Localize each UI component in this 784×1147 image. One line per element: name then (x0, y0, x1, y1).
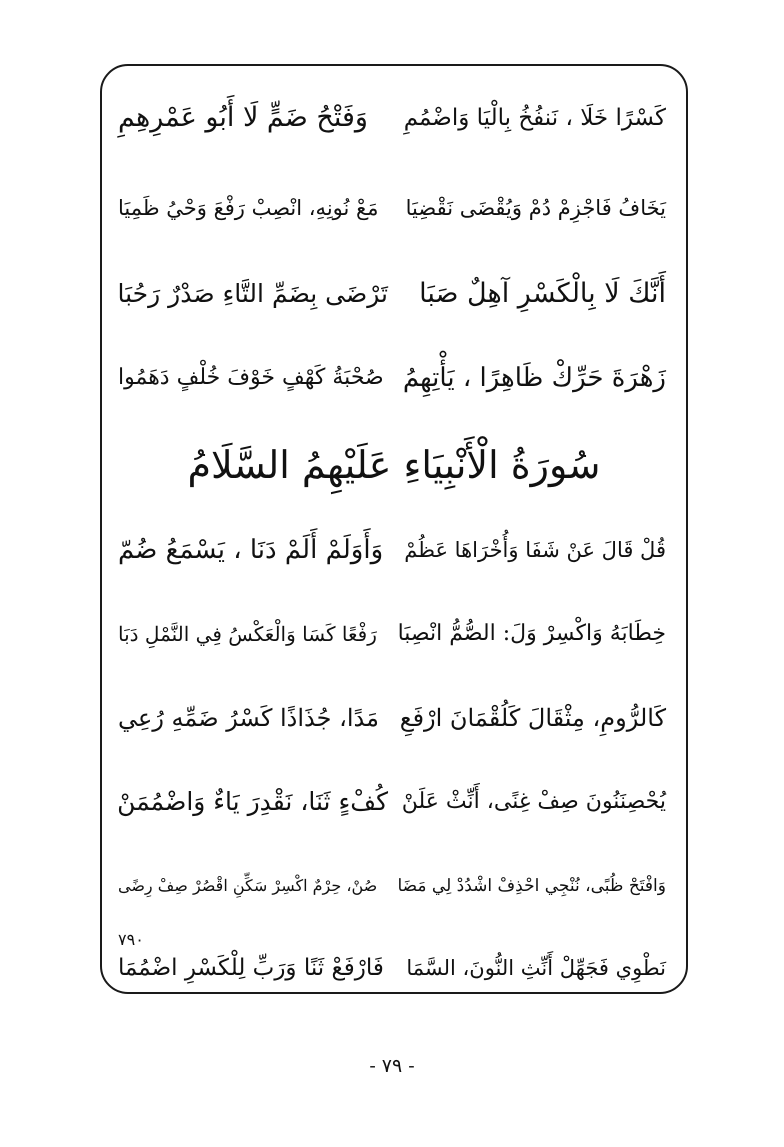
verse-first-hemistich: خِطَابَهُ وَاكْسِرْ وَلَ: الصُّمُّ انْصِبَا (397, 621, 666, 646)
verse-second-hemistich: مَعْ نُونِهِ، انْصِبْ رَفْعَ وَحْيُ ظَمِيَا (118, 196, 379, 220)
page-number: - ٧٩ - (369, 1055, 415, 1077)
surah-title: سُورَةُ الْأَنْبِيَاءِ عَلَيْهِمُ السَّلَامُ (187, 443, 601, 487)
verse-second-hemistich: صُنْ، حِرْمٌ اكْسِرْ سَكِّنِ اقْصُرْ صِفْ رِضًى (118, 876, 378, 895)
verse-first-hemistich: كَالرُّومِ، مِثْقَالَ كَلُقْمَانَ ارْفَعِ (399, 704, 666, 732)
verse-row (100, 938, 688, 998)
verse-first-hemistich: يَخَافُ فَاجْزِمْ دُمْ وَيُقْضَى نَقْضِيَا (405, 196, 666, 220)
verse-first-hemistich: زَهْرَةَ حَرِّكْ ظَاهِرًا ، يَأْتِهِمُ (402, 363, 666, 393)
verse-row (100, 856, 688, 916)
verse-second-hemistich: مَدًا، جُذَاذًا كَسْرُ ضَمِّهِ رُعِي (118, 704, 379, 732)
verse-second-hemistich: وَأَوَلَمْ أَلَمْ دَنَا ، يَسْمَعُ ضُمّ (118, 535, 384, 565)
verse-first-hemistich: قُلْ قَالَ عَنْ شَفَا وَأُخْرَاهَا عَظُمْ (404, 538, 666, 562)
verse-second-hemistich: تَرْضَى بِضَمِّ التَّاءِ صَدْرٌ رَحُبَا (117, 279, 388, 308)
verse-row (100, 178, 688, 238)
verse-first-hemistich: وَافْتَحْ ظُبًى، نُنْجِي احْذِفْ اشْدُدْ لِي مَضَا (397, 876, 666, 896)
verse-row (100, 264, 688, 324)
verse-second-hemistich: صُحْبَةُ كَهْفٍ خَوْفَ خُلْفٍ دَهَمُوا (118, 365, 384, 390)
verse-row (100, 88, 688, 148)
verse-first-hemistich: نَطْوِي فَجَهِّلْ أَنِّثِ النُّونَ، السَّمَا (406, 956, 666, 980)
verse-row (100, 520, 688, 580)
verse-second-hemistich: رَفْعًا كَسَا وَالْعَكْسُ فِي النَّمْلِ دَبَا (118, 622, 377, 646)
verse-first-hemistich: أَنَّكَ لَا بِالْكَسْرِ آهِلٌ صَبَا (419, 278, 666, 309)
verse-first-hemistich: يُحْصِنَنُونَ صِفْ غِنًى، أَنِّثْ عَلَنْ (401, 789, 666, 814)
margin-verse-number: ٧٩٠ (118, 930, 144, 949)
verse-first-hemistich: كَسْرًا خَلَا ، نَنفُخُ بِالْيَا وَاضْمُمِ (403, 105, 666, 131)
verse-second-hemistich: فَارْفَعْ ثَنًا وَرَبِّ لِلْكَسْرِ اضْمُمَا (118, 955, 384, 981)
verse-row (100, 772, 688, 832)
verse-second-hemistich: كُفْءٍ ثَنَا، نَقْدِرَ يَاءٌ وَاضْمُمَنْ (117, 787, 388, 816)
verse-row (100, 604, 688, 664)
verse-row (100, 688, 688, 748)
verse-row (100, 348, 688, 408)
verse-second-hemistich: وَفَتْحُ ضَمٍّ لَا أَبُو عَمْرِهِمِ (118, 102, 368, 133)
